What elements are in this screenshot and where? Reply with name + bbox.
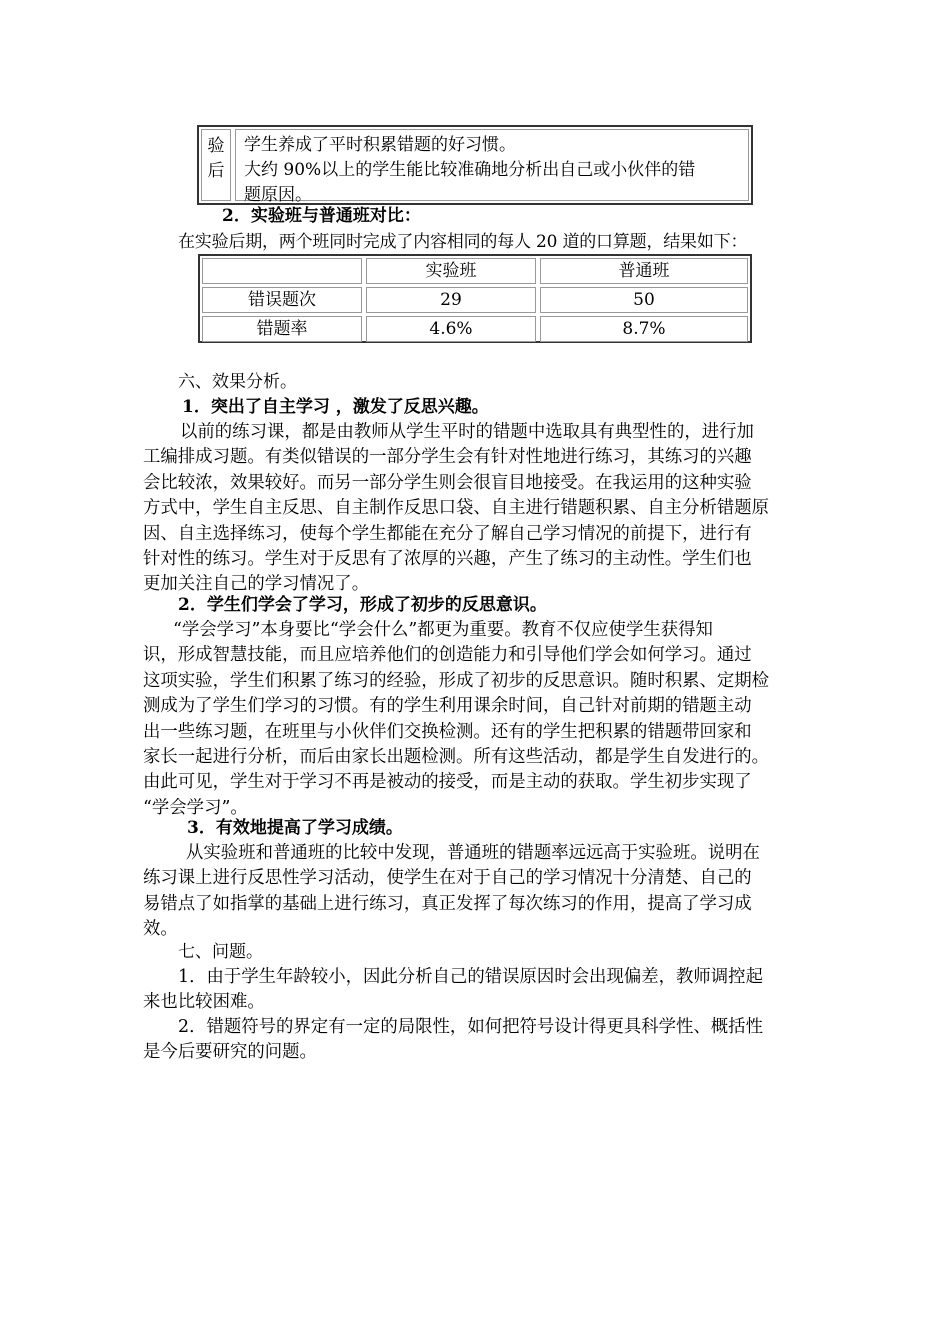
paragraph-line: 来也比较困难。 [143, 992, 265, 1013]
point3-paragraph [143, 841, 808, 943]
comparison-table [198, 254, 752, 343]
section2-heading: 2．实验班与普通班对比： [222, 206, 421, 226]
paragraph-line: 识，形成智慧技能，而且应培养他们的创造能力和引导他们学会如何学习。通过 [143, 645, 752, 666]
stage-description-cell [235, 129, 749, 205]
paragraph-line: 1．由于学生年龄较小，因此分析自己的错误原因时会出现偏差，教师调控起 [178, 967, 763, 987]
paragraph-line: 方式中，学生自主反思、自主制作反思口袋、自主进行错题积累、自主分析错题原 [143, 498, 770, 519]
table-cell: 错题率 [202, 316, 362, 342]
table-header-cell [202, 258, 362, 284]
table-cell: 4.6% [366, 316, 536, 342]
table-header-cell: 普通班 [540, 258, 748, 284]
paragraph-line: 因、自主选择练习，使每个学生都能在充分了解自己学习情况的前提下，进行有 [143, 523, 752, 544]
table-cell: 50 [540, 287, 748, 313]
paragraph-line: 家长一起进行分析，而后由家长出题检测。所有这些活动，都是学生自发进行的。 [143, 747, 770, 768]
section6-heading: 六、效果分析。 [178, 372, 297, 392]
point2-heading: 2．学生们学会了学习，形成了初步的反思意识。 [178, 595, 547, 615]
experiment-after-table [197, 125, 753, 205]
paragraph-line: “学会学习”。 [143, 797, 248, 818]
table-header-cell: 实验班 [366, 258, 536, 284]
stage-description-line: 题原因。 [244, 185, 312, 205]
paragraph-line: 会比较浓，效果较好。而另一部分学生则会很盲目地接受。在我运用的这种实验 [143, 472, 752, 493]
paragraph-line: 效。 [143, 919, 178, 940]
paragraph-line: 易错点了如指掌的基础上进行练习，真正发挥了每次练习的作用，提高了学习成 [143, 893, 752, 914]
paragraph-line: 出一些练习题，在班里与小伙伴们交换检测。还有的学生把积累的错题带回家和 [143, 721, 752, 742]
stage-description-line: 大约 90%以上的学生能比较准确地分析出自己或小伙伴的错 [244, 160, 696, 180]
point3-heading: 3．有效地提高了学习成绩。 [187, 818, 403, 838]
paragraph-line: 2．错题符号的界定有一定的局限性，如何把符号设计得更具科学性、概括性 [178, 1017, 763, 1037]
problem2-paragraph [143, 1015, 808, 1066]
point2-paragraph [143, 618, 808, 821]
paragraph-line: “学会学习”本身要比“学会什么”都更为重要。教育不仅应使学生获得知 [173, 620, 713, 640]
section7-heading: 七、问题。 [178, 942, 263, 962]
table-cell: 29 [366, 287, 536, 313]
stage-label-cell [201, 129, 231, 201]
paragraph-line: 是今后要研究的问题。 [143, 1042, 317, 1063]
table-cell: 8.7% [540, 316, 748, 342]
point1-heading: 1．突出了自主学习 ，激发了反思兴趣。 [182, 397, 489, 417]
stage-description-line: 学生养成了平时积累错题的好习惯。 [244, 135, 516, 155]
stage-label-char-1: 验 [207, 136, 225, 156]
paragraph-line: 以前的练习课，都是由教师从学生平时的错题中选取具有典型性的，进行加 [180, 422, 754, 442]
paragraph-line: 针对性的练习。学生对于反思有了浓厚的兴趣，产生了练习的主动性。学生们也 [143, 549, 752, 570]
section2-intro: 在实验后期，两个班同时完成了内容相同的每人 20 道的口算题，结果如下： [178, 232, 748, 252]
paragraph-line: 练习课上进行反思性学习活动，使学生在对于自己的学习情况十分清楚、自己的 [143, 868, 752, 889]
stage-label-char-2: 后 [207, 161, 225, 181]
paragraph-line: 工编排成习题。有类似错误的一部分学生会有针对性地进行练习，其练习的兴趣 [143, 447, 752, 468]
paragraph-line: 测成为了学生们学习的习惯。有的学生利用课余时间，自己针对前期的错题主动 [143, 696, 752, 717]
paragraph-line: 更加关注自己的学习情况了。 [143, 574, 370, 595]
table-cell: 错误题次 [202, 287, 362, 313]
paragraph-line: 从实验班和普通班的比较中发现，普通班的错题率远远高于实验班。说明在 [186, 843, 760, 863]
paragraph-line: 由此可见，学生对于学习不再是被动的接受，而是主动的获取。学生初步实现了 [143, 772, 752, 793]
paragraph-line: 这项实验，学生们积累了练习的经验，形成了初步的反思意识。随时积累、定期检 [143, 670, 770, 691]
point1-paragraph [143, 420, 808, 598]
problem1-paragraph [143, 965, 808, 1016]
